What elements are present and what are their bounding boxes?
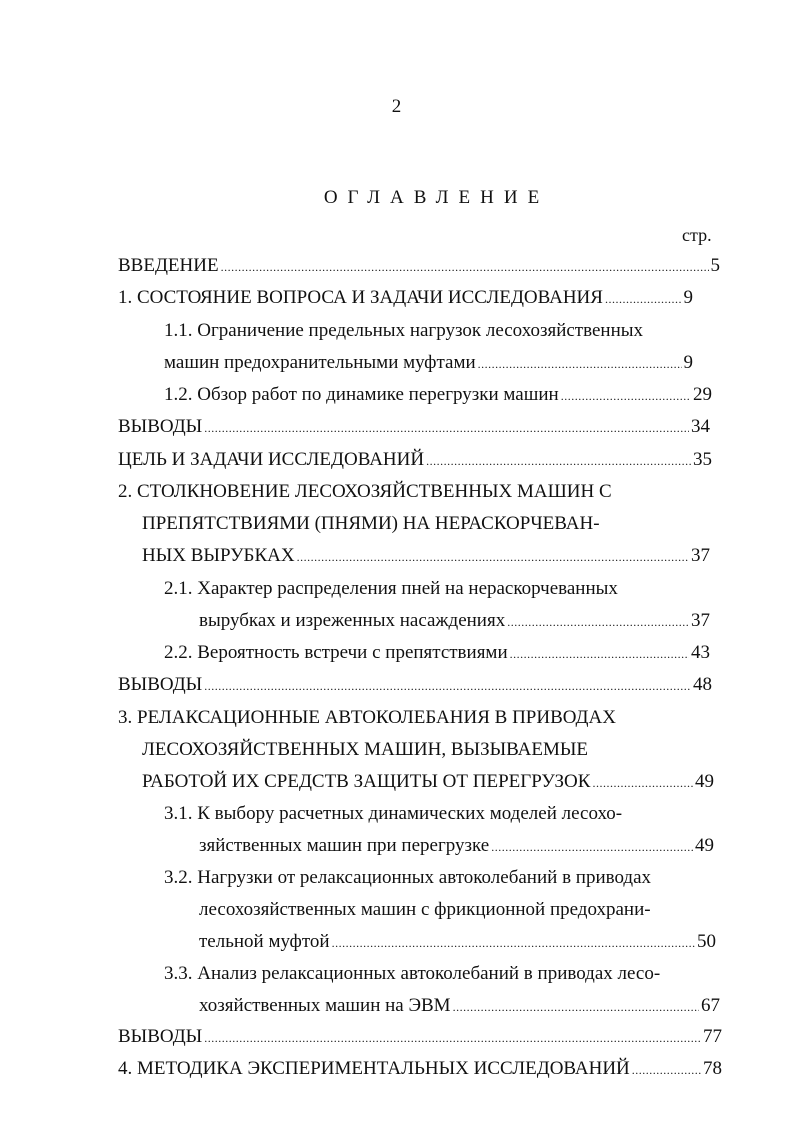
toc-entry-page: 37 [691, 610, 710, 631]
toc-entry-text: 4. МЕТОДИКА ЭКСПЕРИМЕНТАЛЬНЫХ ИССЛЕДОВАНИЙ [118, 1058, 630, 1079]
toc-entry-text: машин предохранительными муфтами [164, 352, 476, 373]
toc-entry-page: 78 [703, 1058, 722, 1079]
toc-entry-3-2-line-1: 3.2. Нагрузки от релаксационных автоколебаний в приводах [164, 867, 652, 888]
toc-entry-text: НЫХ ВЫРУБКАХ [142, 545, 295, 566]
toc-entry-3-3-line-1: 3.3. Анализ релаксационных автоколебаний в приводах лесо- [164, 963, 661, 984]
toc-title: ОГЛАВЛЕНИЕ [323, 187, 550, 208]
toc-entry-chapter-3-line-2: ЛЕСОХОЗЯЙСТВЕННЫХ МАШИН, ВЫЗЫВАЕМЫЕ [142, 739, 589, 760]
toc-entry-text: вырубках и изреженных насаждениях [199, 610, 506, 631]
toc-entry-page: 9 [683, 352, 693, 373]
toc-entry-conclusions-3[interactable] [118, 1025, 722, 1050]
toc-entry-section-1-2[interactable] [164, 383, 712, 408]
toc-entry-text: тельной муфтой [199, 931, 330, 952]
dot-leader [478, 352, 682, 376]
toc-entry-text: зяйственных машин при перегрузке [199, 835, 490, 856]
toc-entry-3-1-line-1: 3.1. К выбору расчетных динамических моделей лесохо- [164, 803, 623, 824]
dot-leader [204, 416, 689, 440]
toc-entry-section-2-2[interactable] [164, 641, 710, 666]
toc-entry-chapter-1[interactable] [118, 286, 693, 311]
dot-leader [332, 931, 695, 955]
toc-entry-chapter-2-line-1: 2. СТОЛКНОВЕНИЕ ЛЕСОХОЗЯЙСТВЕННЫХ МАШИН С [118, 481, 612, 502]
toc-entry-3-2-line-2: лесохозяйственных машин с фрикционной предохрани- [199, 899, 651, 920]
dot-leader [204, 1026, 701, 1050]
toc-entry-text: хозяйственных машин на ЭВМ [199, 995, 451, 1016]
toc-entry-text: РАБОТОЙ ИХ СРЕДСТВ ЗАЩИТЫ ОТ ПЕРЕГРУЗОК [142, 771, 591, 792]
toc-entry-intro[interactable] [118, 254, 720, 279]
toc-entry-text: ВВЕДЕНИЕ [118, 255, 219, 276]
toc-entry-page: 48 [693, 674, 712, 695]
toc-entry-2-1-line-1: 2.1. Характер распределения пней на нераскорчеванных [164, 578, 618, 599]
dot-leader [453, 995, 699, 1019]
toc-entry-section-2-1[interactable] [199, 609, 710, 634]
toc-entry-page: 43 [691, 642, 710, 663]
toc-entry-text: ВЫВОДЫ [118, 416, 203, 437]
page-number: 2 [391, 96, 402, 117]
toc-entry-text: ВЫВОДЫ [118, 674, 203, 695]
toc-entry-chapter-3-line-1: 3. РЕЛАКСАЦИОННЫЕ АВТОКОЛЕБАНИЯ В ПРИВОДАХ [118, 707, 616, 728]
dot-leader [605, 287, 682, 311]
toc-entry-text: 1.2. Обзор работ по динамике перегрузки машин [164, 384, 559, 405]
toc-entry-1-1-line-1: 1.1. Ограничение предельных нагрузок лесохозяйственных [164, 320, 644, 341]
toc-entry-chapter-2[interactable] [142, 544, 710, 569]
toc-entry-chapter-3[interactable] [142, 770, 714, 795]
toc-entry-chapter-2-line-2: ПРЕПЯТСТВИЯМИ (ПНЯМИ) НА НЕРАСКОРЧЕВАН- [142, 513, 600, 534]
dot-leader [632, 1058, 701, 1082]
dot-leader [491, 835, 693, 859]
dot-leader [204, 674, 691, 698]
toc-entry-page: 49 [695, 835, 714, 856]
dot-leader [507, 610, 689, 634]
toc-entry-conclusions-2[interactable] [118, 673, 712, 698]
toc-entry-text: ЦЕЛЬ И ЗАДАЧИ ИССЛЕДОВАНИЙ [118, 449, 425, 470]
toc-entry-page: 35 [693, 449, 712, 470]
toc-entry-page: 34 [691, 416, 710, 437]
toc-entry-page: 49 [695, 771, 714, 792]
toc-entry-page: 77 [703, 1026, 722, 1047]
page-column-label: стр. [682, 225, 712, 245]
dot-leader [561, 384, 691, 408]
dot-leader [592, 771, 693, 795]
dot-leader [426, 449, 691, 473]
toc-entry-page: 29 [693, 384, 712, 405]
toc-entry-goals[interactable] [118, 448, 712, 473]
toc-entry-page: 50 [697, 931, 716, 952]
toc-entry-section-3-3[interactable] [199, 994, 720, 1019]
toc-entry-section-3-1[interactable] [199, 834, 714, 859]
toc-entry-page: 9 [683, 287, 693, 308]
dot-leader [221, 255, 709, 279]
toc-entry-page: 5 [710, 255, 720, 276]
toc-entry-section-3-2[interactable] [199, 930, 716, 955]
toc-entry-page: 37 [691, 545, 710, 566]
toc-entry-page: 67 [701, 995, 720, 1016]
toc-entry-section-1-1[interactable] [164, 351, 693, 376]
toc-entry-text: ВЫВОДЫ [118, 1026, 203, 1047]
toc-entry-text: 2.2. Вероятность встречи с препятствиями [164, 642, 508, 663]
toc-entry-chapter-4[interactable] [118, 1057, 722, 1082]
toc-entry-conclusions-1[interactable] [118, 415, 710, 440]
toc-entry-text: 1. СОСТОЯНИЕ ВОПРОСА И ЗАДАЧИ ИССЛЕДОВАНИЯ [118, 287, 603, 308]
dot-leader [297, 545, 689, 569]
dot-leader [510, 642, 689, 666]
